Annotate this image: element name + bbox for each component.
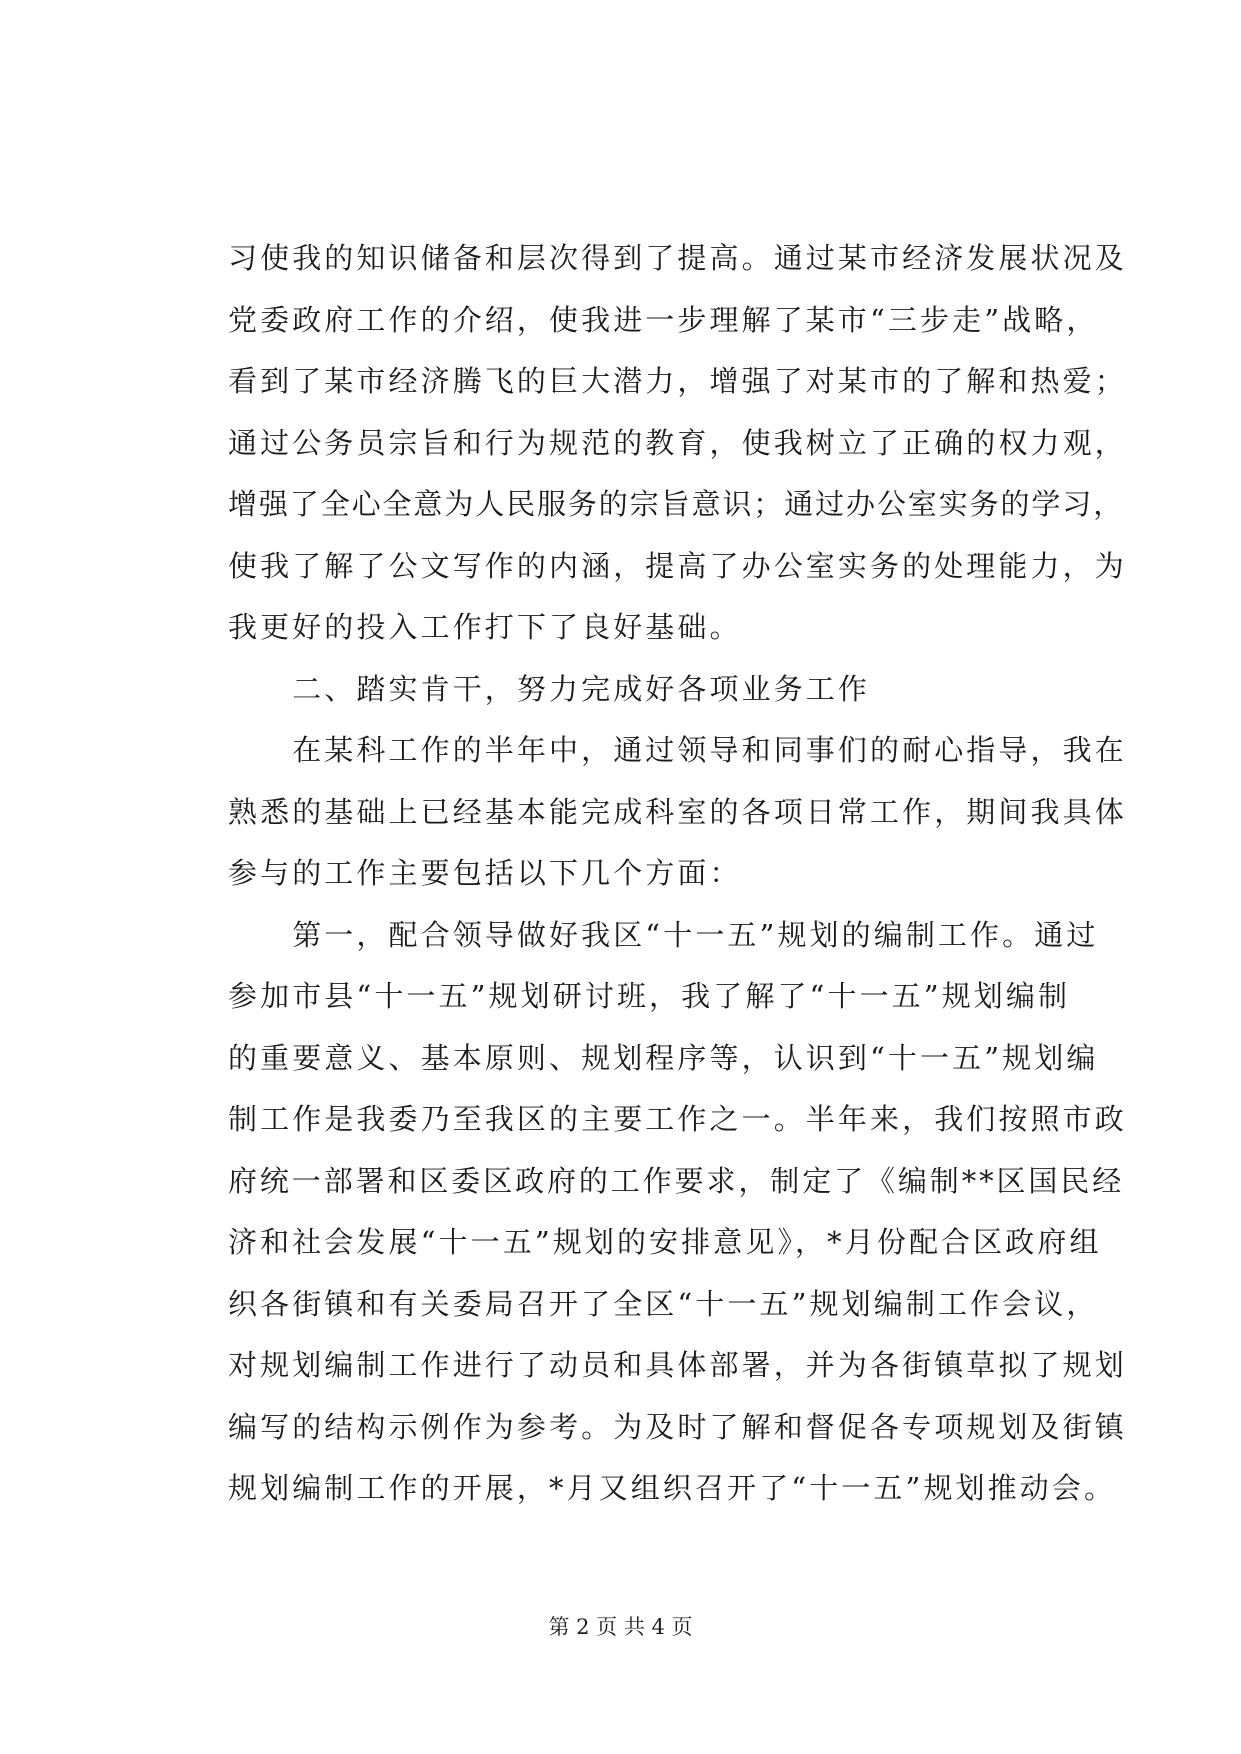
text-line: 规划编制工作的开展，*月又组织召开了“十一五”规划推动会。 xyxy=(228,1471,1117,1505)
section-heading: 二、踏实肯干，努力完成好各项业务工作 xyxy=(228,671,871,706)
text-line: 熟悉的基础上已经基本能完成科室的各项日常工作，期间我具体 xyxy=(228,794,1127,829)
text-line: 制工作是我委乃至我区的主要工作之一。半年来，我们按照市政 xyxy=(228,1102,1127,1136)
text-line: 通过公务员宗旨和行为规范的教育，使我树立了正确的权力观， xyxy=(228,425,1127,460)
text-line: 参与的工作主要包括以下几个方面： xyxy=(228,856,742,890)
page-number-footer: 第 2 页 共 4 页 xyxy=(548,1615,693,1639)
text-line: 看到了某市经济腾飞的巨大潜力，增强了对某市的了解和热爱； xyxy=(228,364,1127,398)
text-line: 我更好的投入工作打下了良好基础。 xyxy=(228,610,742,644)
text-line: 第一，配合领导做好我区“十一五”规划的编制工作。通过 xyxy=(228,917,1099,952)
text-line: 参加市县“十一五”规划研讨班，我了解了“十一五”规划编制 xyxy=(228,979,1071,1013)
text-line: 济和社会发展“十一五”规划的安排意见》，*月份配合区政府组 xyxy=(228,1225,1102,1259)
text-line: 府统一部署和区委区政府的工作要求，制定了《编制**区国民经 xyxy=(228,1163,1125,1198)
document-body xyxy=(228,228,1127,1520)
text-line: 织各街镇和有关委局召开了全区“十一五”规划编制工作会议， xyxy=(228,1286,1099,1321)
text-line: 使我了解了公文写作的内涵，提高了办公室实务的处理能力，为 xyxy=(228,548,1127,583)
text-line: 的重要意义、基本原则、规划程序等，认识到“十一五”规划编 xyxy=(228,1040,1099,1075)
text-line: 编写的结构示例作为参考。为及时了解和督促各专项规划及街镇 xyxy=(228,1409,1127,1444)
text-line: 在某科工作的半年中，通过领导和同事们的耐心指导，我在 xyxy=(228,733,1127,767)
text-line: 对规划编制工作进行了动员和具体部署，并为各街镇草拟了规划 xyxy=(228,1348,1127,1382)
text-line: 增强了全心全意为人民服务的宗旨意识；通过办公室实务的学习， xyxy=(228,487,1125,521)
text-line: 习使我的知识储备和层次得到了提高。通过某市经济发展状况及 xyxy=(228,241,1127,275)
text-line: 党委政府工作的介绍，使我进一步理解了某市“三步走”战略， xyxy=(228,302,1099,337)
